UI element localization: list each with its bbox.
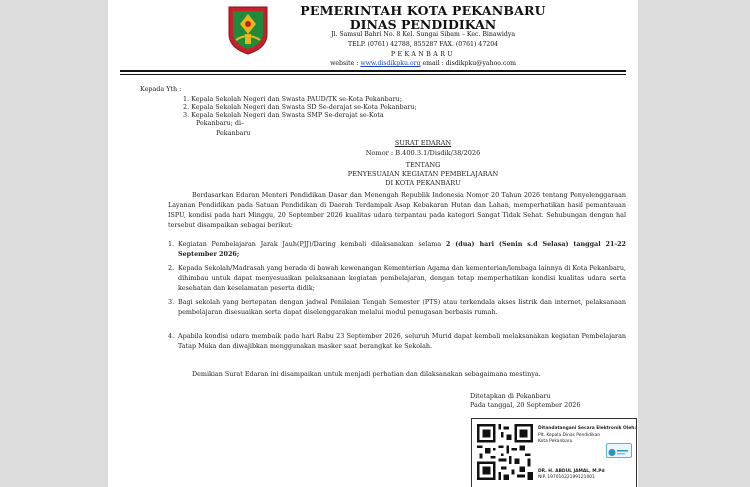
letter-title: SURAT EDARAN bbox=[394, 139, 452, 147]
signature-place: Ditetapkan di Pekanbaru bbox=[470, 392, 551, 400]
header-divider bbox=[120, 70, 626, 72]
point-3: Bagi sekolah yang bertepatan dengan jadwal Penilaian Tengah Semester (PTS) atau terkendala akses listrik dan internet, pelaksanaan pembelajaran disesuaikan serta dapat diselenggarakan melalui modul penugasan berbasis rumah. bbox=[178, 298, 626, 316]
point-1-text: Kegiatan Pembelajaran Jarak Jauh(PJJ)/Daring kembali dilaksanakan selama bbox=[178, 240, 446, 248]
recipient-continuation: Pekanbaru; di– bbox=[196, 119, 245, 127]
recipient-place: Pekanbaru bbox=[216, 129, 251, 137]
signature-date: Pada tanggal, 20 September 2026 bbox=[470, 401, 581, 409]
point-number: 4. bbox=[168, 332, 175, 340]
point-number: 2. bbox=[168, 264, 175, 272]
letter-subject-2: DI KOTA PEKANBARU bbox=[385, 179, 461, 187]
point-1-emphasis: 2 (dua) hari (Senin s.d Selasa) tanggal 21-22 September 2026; bbox=[178, 240, 626, 258]
qr-code-icon bbox=[477, 424, 533, 480]
letter-about: TENTANG bbox=[405, 161, 441, 169]
signer-nip: NIP. 19701022199121001 bbox=[538, 475, 595, 480]
letter-subject: PENYESUAIAN KEGIATAN PEMBELAJARAN bbox=[347, 170, 499, 178]
letterhead-address: Jl. Samsul Bahri No. 8 Kel. Sungai Sibam – Kec. Binawidya bbox=[330, 31, 516, 38]
letterhead-city: PEKANBARU bbox=[390, 51, 456, 58]
letter-page bbox=[108, 0, 638, 487]
letterhead-contact bbox=[258, 60, 588, 67]
recipient-item: 3. Kepala Sekolah Negeri dan Swasta SMP Se-derajat se-Kota bbox=[183, 111, 384, 119]
point-number: 1. bbox=[168, 240, 175, 248]
point-1 bbox=[178, 239, 626, 259]
signed-by-label: Ditandatangani Secara Elektronik Oleh: bbox=[538, 426, 637, 431]
letter-number: Nomor : B.400.3.1/Disdik/38/2026 bbox=[365, 149, 481, 157]
recipient-item: 2. Kepala Sekolah Negeri dan Swasta SD Se-derajat se-Kota Pekanbaru; bbox=[183, 103, 417, 111]
point-2: Kepada Sekolah/Madrasah yang berada di bawah kewenangan Kementerian Agama dan kementerian/lembaga lainnya di Kota Pekanbaru, dihimbau untuk dapat menyesuaikan pelaksanaan kegiatan pembelajaran, dengan tetap memperhatikan kondisi kualitas udara serta kesehatan dan keselamatan peserta didik; bbox=[178, 264, 626, 292]
bsre-seal-icon bbox=[606, 443, 632, 458]
letterhead-agency: DINAS PENDIDIKAN bbox=[349, 17, 497, 32]
point-number: 3. bbox=[168, 298, 175, 306]
recipient-item: 1. Kepala Sekolah Negeri dan Swasta PAUD/TK se-Kota Pekanbaru; bbox=[183, 95, 402, 103]
signer-name: DR. H. ABDUL JAMAL, M.Pd bbox=[538, 469, 605, 474]
website-link[interactable]: www.disdikpku.org bbox=[360, 60, 421, 67]
email-text: email : disdikpku@yahoo.com bbox=[422, 60, 516, 67]
electronic-signature-box bbox=[471, 418, 637, 487]
closing-paragraph: Demikian Surat Edaran ini disampaikan untuk menjadi perhatian dan dilaksanakan sebagaimana mestinya. bbox=[192, 370, 541, 378]
signer-position: Plt. Kepala Dinas Pendidikan Kota Pekanbaru bbox=[538, 433, 601, 444]
header-divider-thin bbox=[120, 74, 626, 75]
letterhead-phone: TELP. (0761) 42788, 855287 FAX. (0761) 47204 bbox=[347, 41, 499, 48]
body-intro: Berdasarkan Edaran Menteri Pendidikan Dasar dan Menengah Republik Indonesia Nomor 20 Tahun 2026 tentang Penyelenggaraan Layanan Pendidikan pada Satuan Pendidikan di Daerah Terdampak Asap Kebakaran Hutan dan Lahan, memperhatikan hasil pemantauan ISPU, kondisi pada hari Minggu, 20 September 2026 kualitas udara terpantau pada kategori Sangat Tidak Sehat. Sehubungan dengan hal tersebut disampaikan sebagai berikut: bbox=[168, 191, 626, 229]
website-label: website : bbox=[330, 60, 359, 67]
recipients-intro: Kepada Yth : bbox=[140, 85, 182, 93]
letterhead-government: PEMERINTAH KOTA PEKANBARU bbox=[300, 3, 546, 18]
point-4: Apabila kondisi udara membaik pada hari Rabu 23 September 2026, seluruh Murid dapat kembali melaksanakan kegiatan Pembelajaran Tatap Muka dan diwajibkan menggunakan masker saat berangkat ke Sekolah. bbox=[178, 332, 626, 350]
